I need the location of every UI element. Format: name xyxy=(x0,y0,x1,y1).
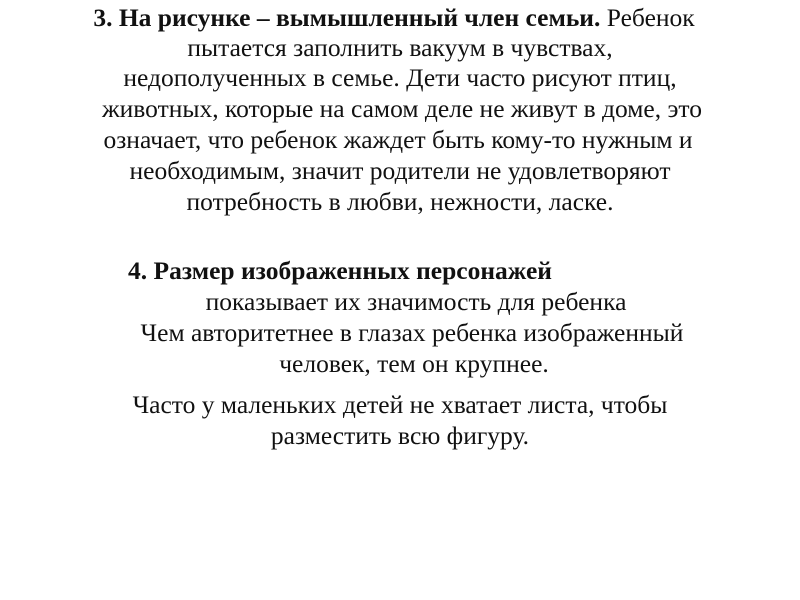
section-4-heading: 4. Размер изображенных персонажей xyxy=(128,256,552,285)
section-3-line-4: животных, которые на самом деле не живут в доме, это xyxy=(102,94,702,123)
section-3-first-line xyxy=(0,2,794,34)
section-4-heading-line xyxy=(0,255,800,287)
note-line-1: Часто у маленьких детей не хватает листа, чтобы xyxy=(132,390,668,419)
section-4-line-4: человек, тем он крупнее. xyxy=(279,349,549,378)
note-line-2: разместить всю фигуру. xyxy=(270,421,530,450)
section-3-text-start: Ребенок xyxy=(606,3,695,32)
section-3-line-6: необходимым, значит родители не удовлетворяют xyxy=(129,156,671,185)
section-3-heading: 3. На рисунке – вымышленный член семьи. xyxy=(93,3,601,32)
section-3-line-7: потребность в любви, нежности, ласке. xyxy=(186,187,614,216)
section-3-line-2: пытается заполнить вакуум в чувствах, xyxy=(187,33,613,62)
section-3-line-3: недополученных в семье. Дети часто рисуют птиц, xyxy=(123,63,677,92)
section-4-line-3: Чем авторитетнее в глазах ребенка изображенный xyxy=(140,318,684,347)
section-4-line-2: показывает их значимость для ребенка xyxy=(205,287,627,316)
section-3-line-5: означает, что ребенок жаждет быть кому-то нужным и xyxy=(103,125,693,154)
